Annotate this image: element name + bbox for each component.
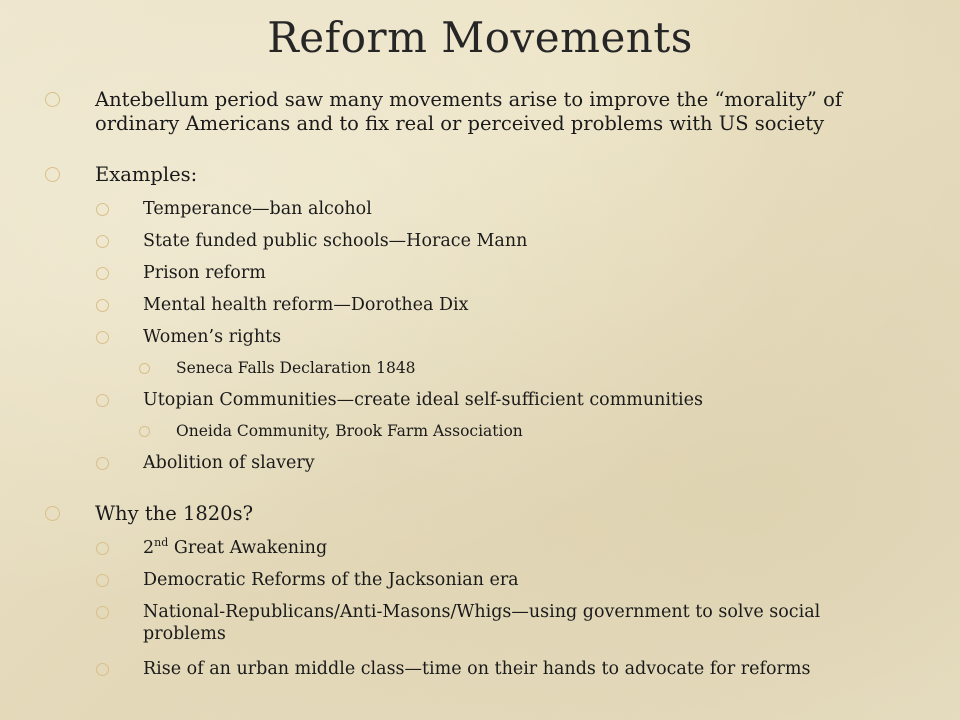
- awakening-ordinal: 2: [143, 538, 155, 558]
- example-item-label: Women’s rights: [143, 327, 282, 347]
- why-item-label: Democratic Reforms of the Jacksonian era: [143, 570, 519, 590]
- bullet-ring-icon: [96, 267, 109, 280]
- why-item: [143, 659, 810, 680]
- example-item-label: Temperance—ban alcohol: [143, 199, 372, 219]
- example-item: [143, 295, 469, 316]
- bullet-intro-continued: [95, 113, 824, 135]
- bullet-ring-icon: [45, 506, 60, 521]
- example-item-label: Mental health reform—Dorothea Dix: [143, 295, 469, 315]
- why-item-label: National-Republicans/Anti-Masons/Whigs—using government to solve social: [143, 602, 821, 622]
- bullet-ring-icon: [96, 235, 109, 248]
- example-item: [143, 231, 527, 252]
- bullet-examples: [95, 164, 197, 186]
- awakening-rest: Great Awakening: [168, 538, 328, 558]
- why-item-awakening: [143, 538, 327, 558]
- bullet-ring-icon: [139, 363, 150, 374]
- why-item: [143, 570, 519, 591]
- intro-line-2: ordinary Americans and to fix real or perceived problems with US society: [95, 112, 825, 135]
- bullet-ring-icon: [96, 299, 109, 312]
- bullet-ring-icon: [96, 542, 109, 555]
- example-item-label: Utopian Communities—create ideal self-sufficient communities: [143, 390, 703, 410]
- example-item: [143, 263, 266, 284]
- intro-line-1: Antebellum period saw many movements arise to improve the “morality” of: [95, 88, 843, 111]
- bullet-ring-icon: [96, 331, 109, 344]
- example-item: [143, 327, 281, 348]
- example-item-label: State funded public schools—Horace Mann: [143, 231, 528, 251]
- example-subitem-label: Seneca Falls Declaration 1848: [176, 359, 416, 377]
- bullet-ring-icon: [96, 203, 109, 216]
- why-item-continued: [143, 624, 226, 645]
- example-subitem: [176, 359, 416, 378]
- bullet-ring-icon: [139, 426, 150, 437]
- bullet-ring-icon: [96, 663, 109, 676]
- bullet-intro: [95, 89, 842, 111]
- slide-title: Reform Movements: [267, 13, 693, 62]
- bullet-why: [95, 503, 253, 525]
- why-item-label: Rise of an urban middle class—time on their hands to advocate for reforms: [143, 659, 811, 679]
- awakening-suffix: nd: [154, 536, 169, 549]
- example-item: [143, 199, 372, 220]
- example-item: [143, 453, 315, 474]
- example-item-label: Abolition of slavery: [143, 453, 315, 473]
- bullet-ring-icon: [96, 574, 109, 587]
- why-heading: Why the 1820s?: [95, 502, 254, 525]
- why-item: [143, 602, 820, 623]
- examples-heading: Examples:: [95, 163, 198, 186]
- bullet-ring-icon: [45, 92, 60, 107]
- bullet-ring-icon: [96, 606, 109, 619]
- example-item: [143, 390, 703, 411]
- why-item-label: problems: [143, 624, 226, 644]
- example-subitem-label: Oneida Community, Brook Farm Association: [176, 422, 523, 440]
- bullet-ring-icon: [96, 394, 109, 407]
- bullet-ring-icon: [45, 167, 60, 182]
- example-subitem: [176, 422, 523, 441]
- bullet-ring-icon: [96, 457, 109, 470]
- why-item: [143, 538, 327, 559]
- example-item-label: Prison reform: [143, 263, 266, 283]
